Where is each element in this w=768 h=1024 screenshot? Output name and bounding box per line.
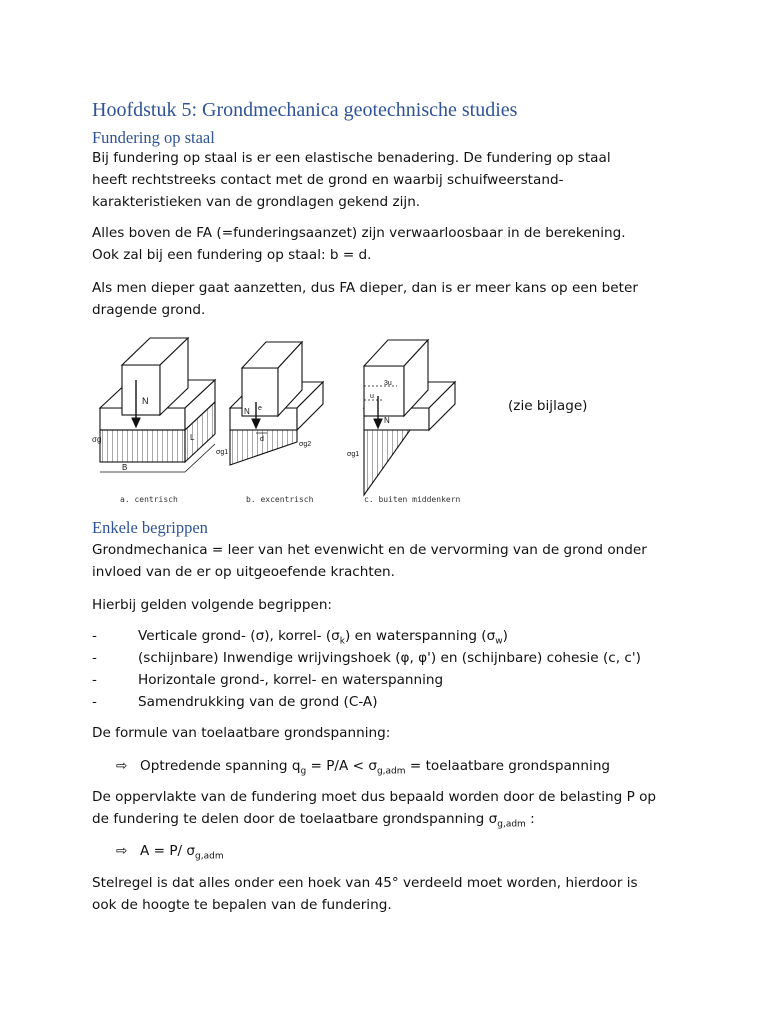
paragraph-formule-intro: De formule van toelaatbare grondspanning:	[92, 725, 391, 741]
diagram-centrisch	[100, 338, 215, 472]
label-sigma-g2: σg2	[299, 441, 312, 448]
list-dash: -	[92, 672, 97, 688]
label-e: e	[258, 405, 262, 412]
text-line: Alles boven de FA (=funderingsaanzet) zijn verwaarloosbaar in de berekening.	[92, 225, 626, 241]
label-u: u	[370, 393, 374, 400]
zie-bijlage-note: (zie bijlage)	[508, 398, 588, 414]
list-item: - (schijnbare) Inwendige wrijvingshoek (φ, φ') en (schijnbare) cohesie (c, c')	[92, 647, 641, 669]
paragraph-fundering-intro	[92, 147, 682, 213]
caption-excentrisch: b. excentrisch	[246, 495, 314, 504]
formula-grondspanning: ⇨ Optredende spanning $q_g = P/A < \sigma_{g,adm}$ = toelaatbare grondspanning	[116, 755, 610, 783]
text-line: Grondmechanica = leer van het evenwicht en de vervorming van de grond onder	[92, 542, 647, 558]
label-n-a: N	[142, 396, 149, 406]
text-line: heeft rechtstreeks contact met de grond en waarbij schuifweerstand-	[92, 172, 564, 188]
text-line: Als men dieper gaat aanzetten, dus FA dieper, dan is er meer kans op een beter	[92, 280, 638, 296]
list-item: - Verticale grond- (σ), korrel- $(\sigma_k)$ en waterspanning $(\sigma_w)$	[92, 625, 508, 653]
label-b: B	[122, 463, 128, 472]
text-line: de fundering te delen door de toelaatbare grondspanning $\sigma_{g,adm}$ :	[92, 811, 535, 830]
text-line: invloed van de er op uitgeoefende krachten.	[92, 564, 395, 580]
list-dash: -	[92, 628, 97, 644]
caption-centrisch: a. centrisch	[120, 495, 178, 504]
text-line: Stelregel is dat alles onder een hoek van 45° verdeeld moet worden, hierdoor is	[92, 875, 638, 891]
arrow-right-icon: ⇨	[116, 843, 128, 859]
label-n-b: N	[244, 407, 250, 416]
list-item: - Samendrukking van de grond (C-A)	[92, 691, 378, 713]
paragraph-fa	[92, 222, 682, 266]
caption-buiten-middenkern: c. buiten middenkern	[364, 495, 461, 504]
chapter-title: Hoofdstuk 5: Grondmechanica geotechnische studies	[92, 99, 518, 121]
list-dash: -	[92, 694, 97, 710]
label-l: L	[190, 433, 195, 442]
label-n-c: N	[384, 416, 390, 425]
label-d-b: d	[260, 436, 264, 443]
list-item: - Horizontale grond-, korrel- en waterspanning	[92, 669, 443, 691]
label-sigma-g1-b: σg1	[216, 449, 229, 456]
list-dash: -	[92, 650, 97, 666]
formula-oppervlakte: ⇨ A = P/ $\sigma_{g,adm}$	[116, 840, 224, 868]
label-sigma-g: σg	[92, 435, 102, 444]
paragraph-oppervlakte	[92, 786, 682, 836]
label-3u: 3u	[384, 380, 392, 387]
paragraph-hierbij: Hierbij gelden volgende begrippen:	[92, 597, 333, 613]
text-line: Bij fundering op staal is er een elastische benadering. De fundering op staal	[92, 150, 611, 166]
foundation-diagrams-figure	[92, 330, 612, 510]
section-heading-fundering: Fundering op staal	[92, 128, 215, 147]
text-line: karakteristieken van de grondlagen gekend zijn.	[92, 194, 421, 210]
paragraph-grondmechanica	[92, 539, 682, 583]
diagram-buiten-middenkern	[364, 340, 455, 495]
text-line: ook de hoogte te bepalen van de fundering.	[92, 897, 392, 913]
text-line: Ook zal bij een fundering op staal: b = d.	[92, 247, 372, 263]
arrow-right-icon: ⇨	[116, 758, 128, 774]
paragraph-dieper	[92, 277, 682, 321]
text-line: dragende grond.	[92, 302, 206, 318]
section-heading-begrippen: Enkele begrippen	[92, 518, 208, 537]
label-sigma-g1-c: σg1	[347, 451, 360, 458]
paragraph-stelregel	[92, 872, 682, 916]
text-line: De oppervlakte van de fundering moet dus bepaald worden door de belasting P op	[92, 789, 657, 805]
